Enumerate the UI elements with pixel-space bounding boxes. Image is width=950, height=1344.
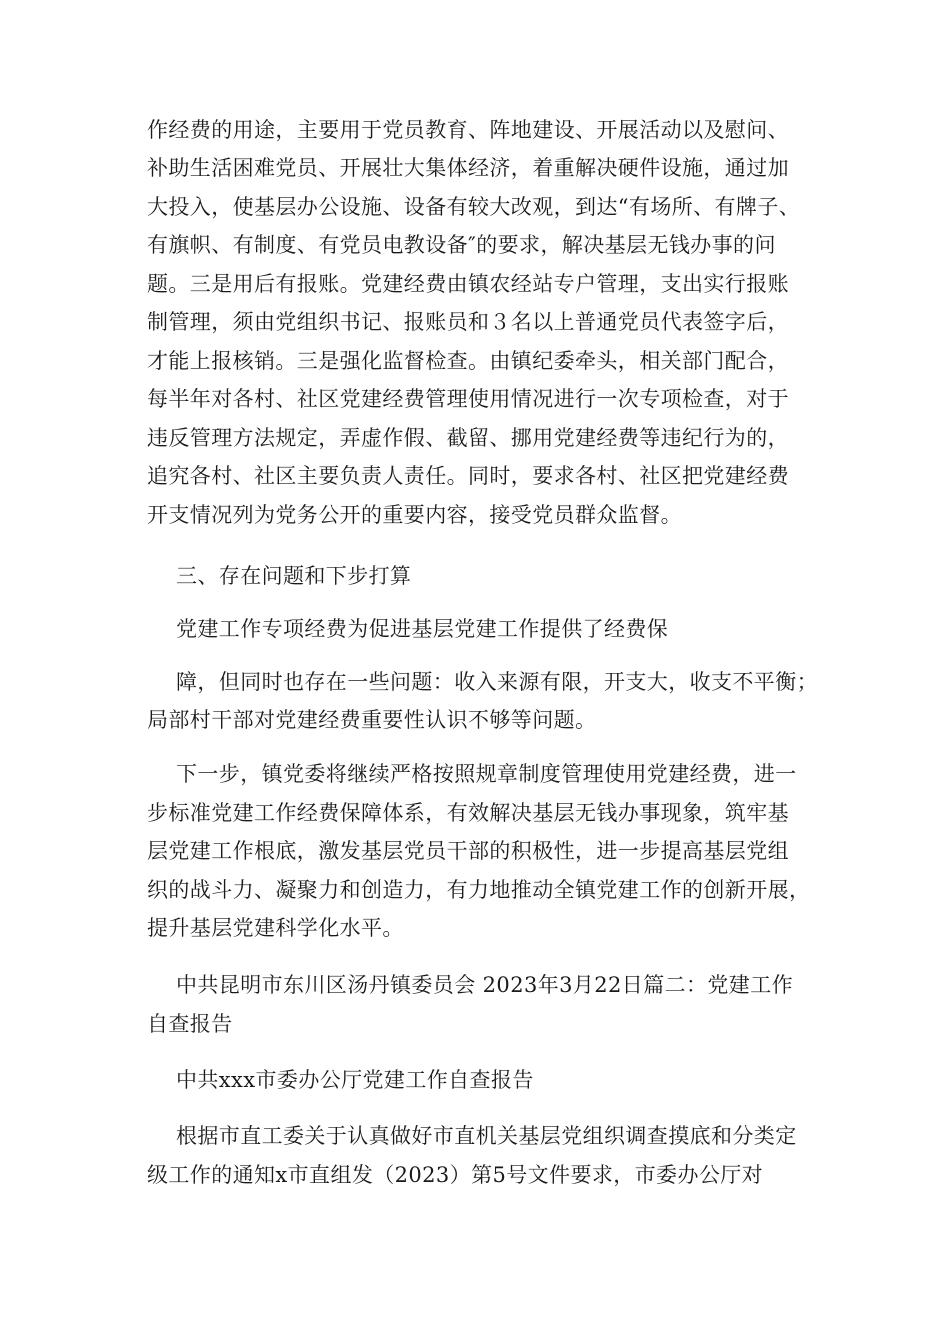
text-line-1: 作经费的用途，主要用于党员教育、阵地建设、开展活动以及慰问、 <box>147 118 789 142</box>
text-line-16: 下一步，镇党委将继续严格按照规章制度管理使用党建经费，进一 <box>176 762 797 786</box>
report-title: 中共xxx市委办公厅党建工作自查报告 <box>176 1068 534 1092</box>
text-line-20: 提升基层党建科学化水平。 <box>147 916 404 940</box>
text-line-15: 局部村干部对党建经费重要性认识不够等问题。 <box>147 708 597 732</box>
text-line-10: 追究各村、社区主要负责人责任。同时，要求各村、社区把党建经费 <box>147 464 789 488</box>
text-line-17: 步标准党建工作经费保障体系，有效解决基层无钱办事现象，筑牢基 <box>147 801 789 825</box>
text-line-6: 制管理，须由党组织书记、报账员和３名以上普通党员代表签字后， <box>147 310 789 334</box>
text-line-22: 自查报告 <box>147 1012 233 1036</box>
text-line-19: 织的战斗力、凝聚力和创造力，有力地推动全镇党建工作的创新开展， <box>147 878 811 902</box>
text-line-8: 每半年对各村、社区党建经费管理使用情况进行一次专项检查，对于 <box>147 387 789 411</box>
text-line-5: 题。三是用后有报账。党建经费由镇农经站专户管理，支出实行报账 <box>147 272 789 296</box>
text-line-25: 级工作的通知x市直组发（2023）第5号文件要求，市委办公厅对 <box>147 1163 764 1187</box>
text-line-4: 有旗帜、有制度、有党员电教设备″的要求，解决基层无钱办事的问 <box>147 233 776 257</box>
text-line-3: 大投入，使基层办公设施、设备有较大改观，到达“有场所、有牌子、 <box>147 195 801 219</box>
text-line-13: 党建工作专项经费为促进基层党建工作提供了经费保 <box>176 617 669 641</box>
text-line-14: 障，但同时也存在一些问题：收入来源有限，开支大，收支不平衡； <box>176 670 818 694</box>
text-line-7: 才能上报核销。三是强化监督检查。由镇纪委牵头，相关部门配合， <box>147 349 789 373</box>
text-line-21: 中共昆明市东川区汤丹镇委员会 2023年3月22日篇二：党建工作 <box>176 973 793 997</box>
text-line-9: 违反管理方法规定，弄虚作假、截留、挪用党建经费等违纪行为的， <box>147 426 789 450</box>
text-line-24: 根据市直工委关于认真做好市直机关基层党组织调查摸底和分类定 <box>176 1124 797 1148</box>
text-line-11: 开支情况列为党务公开的重要内容，接受党员群众监督。 <box>147 503 682 527</box>
section-heading: 三、存在问题和下步打算 <box>176 564 412 588</box>
text-line-2: 补助生活困难党员、开展壮大集体经济，着重解决硬件设施，通过加 <box>147 156 789 180</box>
text-line-18: 层党建工作根底，激发基层党员干部的积极性，进一步提高基层党组 <box>147 839 789 863</box>
